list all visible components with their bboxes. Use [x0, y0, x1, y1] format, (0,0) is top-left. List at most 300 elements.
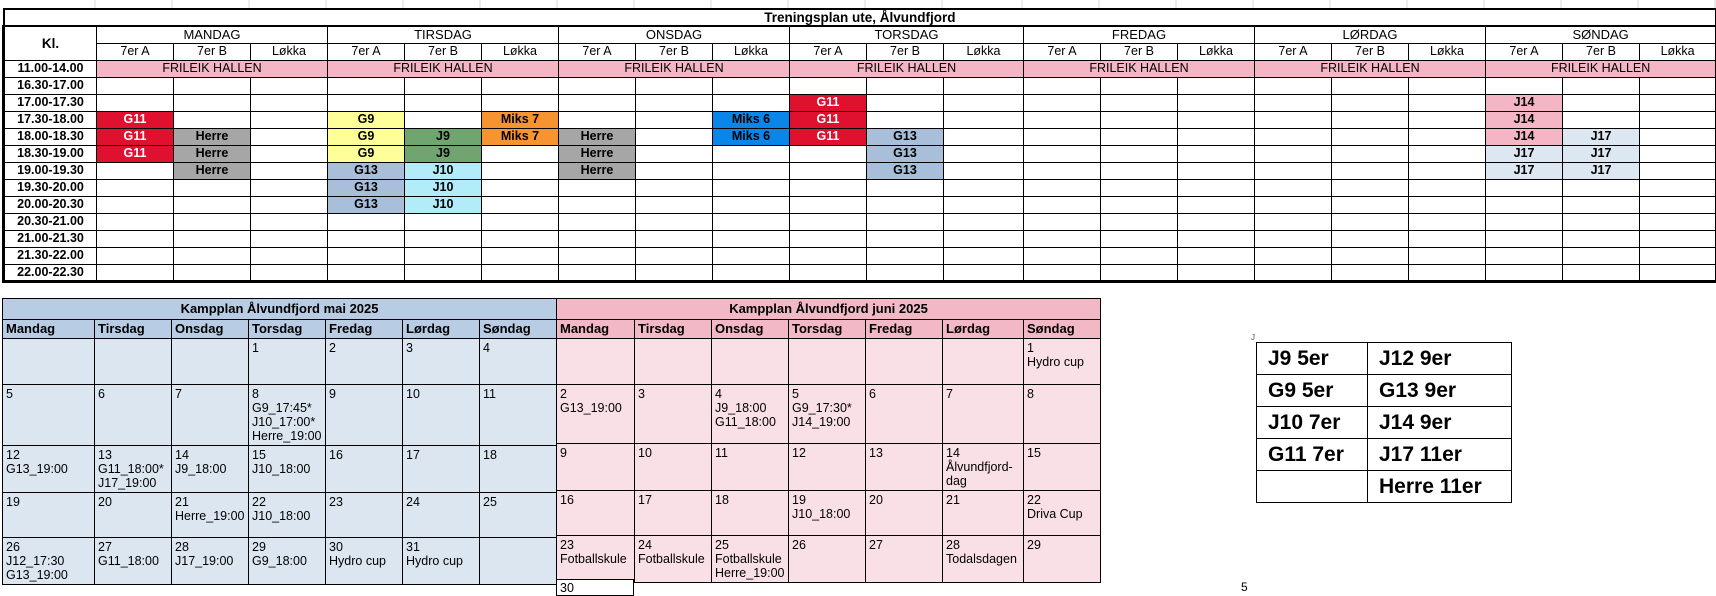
day-number: 10 [406, 387, 476, 401]
empty-slot [251, 162, 328, 179]
match-events: Fotballskule [638, 552, 708, 566]
empty-slot [1101, 213, 1178, 230]
training-slot: Herre [174, 128, 251, 145]
empty-slot [1409, 111, 1486, 128]
empty-slot [97, 196, 174, 213]
calendar-day-cell [326, 493, 403, 538]
calendar-day-cell [557, 444, 635, 491]
empty-slot [1178, 230, 1255, 247]
day-number: 8 [252, 387, 322, 401]
day-number: 3 [638, 387, 708, 401]
weekday-header: Tirsdag [635, 320, 712, 339]
training-slot: J14 [1486, 94, 1563, 111]
calendar-day-cell [480, 538, 557, 585]
empty-slot [1024, 94, 1101, 111]
match-events: J9_18:00 [175, 462, 245, 476]
empty-slot [1024, 264, 1101, 281]
empty-slot [1409, 94, 1486, 111]
match-events: G13_19:00 [560, 401, 631, 415]
empty-slot [251, 264, 328, 281]
match-events: Hydro cup [1027, 355, 1097, 369]
calendar-day-cell [943, 536, 1024, 583]
day-number: 11 [715, 446, 785, 460]
training-plan-table [2, 8, 1716, 283]
empty-slot [405, 77, 482, 94]
empty-slot [1024, 230, 1101, 247]
calendar-day-cell [789, 536, 866, 583]
day-number: 24 [406, 495, 476, 509]
calendar-day-cell [95, 446, 172, 493]
empty-slot [1255, 94, 1332, 111]
time-label: 18.00-18.30 [4, 128, 97, 145]
calendar-day-cell [635, 339, 712, 385]
empty-slot [251, 128, 328, 145]
empty-slot [867, 213, 944, 230]
time-label: 11.00-14.00 [4, 60, 97, 77]
calendar-day-cell [403, 339, 480, 385]
calendar-day-cell [1024, 536, 1101, 583]
time-label: 20.00-20.30 [4, 196, 97, 213]
time-label: 20.30-21.00 [4, 213, 97, 230]
week-row [557, 385, 1101, 444]
empty-slot [1178, 196, 1255, 213]
training-slot: G9 [328, 128, 405, 145]
empty-slot [636, 179, 713, 196]
week-row [3, 538, 557, 585]
day-number: 26 [792, 538, 862, 552]
empty-slot [1255, 213, 1332, 230]
subcolumn-header: 7er A [328, 43, 405, 60]
empty-slot [1255, 179, 1332, 196]
training-slot: Miks 6 [713, 128, 790, 145]
empty-slot [482, 213, 559, 230]
day-number: 11 [483, 387, 553, 401]
empty-slot [482, 145, 559, 162]
frileik-slot: FRILEIK HALLEN [559, 60, 790, 77]
empty-slot [1024, 179, 1101, 196]
empty-slot [328, 213, 405, 230]
empty-slot [1640, 247, 1716, 264]
subcolumn-header: Løkka [1178, 43, 1255, 60]
empty-slot [1486, 230, 1563, 247]
day-number: 4 [715, 387, 785, 401]
calendar-day-cell [326, 339, 403, 385]
team-format: J12 9er [1368, 343, 1512, 375]
calendar-day-cell [249, 385, 326, 446]
match-events: G9_17:30* J14_19:00 [792, 401, 862, 429]
subcolumn-header: 7er B [867, 43, 944, 60]
empty-slot [1640, 111, 1716, 128]
subcolumn-header: 7er B [1332, 43, 1409, 60]
empty-slot [328, 77, 405, 94]
calendar-day-cell [789, 385, 866, 444]
time-row [4, 264, 1716, 281]
training-slot: G11 [790, 94, 867, 111]
empty-slot [944, 230, 1024, 247]
empty-slot [1640, 94, 1716, 111]
subcolumn-header: Løkka [251, 43, 328, 60]
empty-slot [944, 247, 1024, 264]
empty-slot [97, 77, 174, 94]
empty-slot [1255, 162, 1332, 179]
empty-slot [97, 264, 174, 281]
calendar-day-cell [326, 385, 403, 446]
empty-slot [1332, 111, 1409, 128]
day-header-onsdag: ONSDAG [559, 26, 790, 43]
empty-slot [944, 77, 1024, 94]
empty-slot [636, 230, 713, 247]
frileik-slot: FRILEIK HALLEN [1255, 60, 1486, 77]
time-row [4, 94, 1716, 111]
time-row [4, 230, 1716, 247]
time-row [4, 145, 1716, 162]
day-number: 27 [98, 540, 168, 554]
match-events: G11_18:00 [98, 554, 168, 568]
calendar-day-cell [712, 491, 789, 536]
empty-slot [251, 145, 328, 162]
empty-slot [1178, 179, 1255, 196]
calendar-day-cell [3, 446, 95, 493]
match-calendar-may [2, 298, 557, 585]
calendar-day-cell [1024, 444, 1101, 491]
day-number: 29 [1027, 538, 1097, 552]
time-row [4, 179, 1716, 196]
week-row [3, 339, 557, 385]
calendar-day-cell [866, 444, 943, 491]
weekday-header: Mandag [3, 320, 95, 339]
calendar-day-cell [635, 536, 712, 583]
empty-slot [251, 111, 328, 128]
time-row [4, 111, 1716, 128]
empty-slot [713, 94, 790, 111]
day-number: 15 [252, 448, 322, 462]
week-row [557, 339, 1101, 385]
training-slot: G13 [328, 162, 405, 179]
empty-slot [1332, 94, 1409, 111]
empty-slot [1409, 179, 1486, 196]
calendar-day-cell [480, 339, 557, 385]
weekday-header: Søndag [480, 320, 557, 339]
day-number: 23 [329, 495, 399, 509]
empty-slot [944, 128, 1024, 145]
subcolumn-header: Løkka [944, 43, 1024, 60]
training-slot: Miks 7 [482, 111, 559, 128]
empty-slot [405, 264, 482, 281]
day-number: 5 [792, 387, 862, 401]
empty-slot [1563, 94, 1640, 111]
day-number: 13 [869, 446, 939, 460]
empty-slot [1563, 179, 1640, 196]
empty-slot [251, 94, 328, 111]
empty-slot [944, 162, 1024, 179]
match-events: Todalsdagen [946, 552, 1020, 566]
day-number: 10 [638, 446, 708, 460]
weekday-header-row [557, 320, 1101, 339]
empty-slot [405, 247, 482, 264]
empty-slot [636, 77, 713, 94]
empty-slot [1178, 94, 1255, 111]
empty-slot [713, 230, 790, 247]
empty-slot [790, 162, 867, 179]
empty-slot [251, 196, 328, 213]
day-number: 21 [946, 493, 1020, 507]
calendar-day-cell [866, 536, 943, 583]
weekday-header: Onsdag [712, 320, 789, 339]
training-slot: G13 [328, 196, 405, 213]
empty-slot [482, 247, 559, 264]
empty-slot [559, 111, 636, 128]
frileik-slot: FRILEIK HALLEN [97, 60, 328, 77]
team-format-legend [1256, 342, 1512, 503]
sheet-gridlines [0, 0, 1716, 8]
match-events: G9_18:00 [252, 554, 322, 568]
training-slot: J17 [1563, 162, 1640, 179]
empty-slot [867, 264, 944, 281]
training-slot: Herre [559, 162, 636, 179]
frileik-slot: FRILEIK HALLEN [1486, 60, 1716, 77]
empty-slot [1101, 264, 1178, 281]
day-header-lørdag: LØRDAG [1255, 26, 1486, 43]
training-slot: G13 [867, 128, 944, 145]
empty-slot [1024, 128, 1101, 145]
empty-slot [944, 196, 1024, 213]
empty-slot [1332, 213, 1409, 230]
frileik-slot: FRILEIK HALLEN [328, 60, 559, 77]
empty-slot [1409, 213, 1486, 230]
empty-slot [713, 264, 790, 281]
empty-slot [1024, 196, 1101, 213]
day-number: 6 [98, 387, 168, 401]
empty-slot [405, 111, 482, 128]
empty-slot [1101, 128, 1178, 145]
empty-slot [559, 77, 636, 94]
time-row [4, 196, 1716, 213]
calendar-day-cell [1024, 339, 1101, 385]
week-row [557, 536, 1101, 583]
training-slot: J14 [1486, 128, 1563, 145]
day-number: 18 [483, 448, 553, 462]
empty-slot [1332, 179, 1409, 196]
calendar-day-cell [712, 385, 789, 444]
calendar-day-cell [635, 491, 712, 536]
legend-row [1257, 439, 1512, 471]
calendar-day-cell [557, 491, 635, 536]
empty-slot [1409, 162, 1486, 179]
day-number: 9 [560, 446, 631, 460]
empty-slot [482, 77, 559, 94]
day-number: 22 [252, 495, 322, 509]
empty-slot [1024, 247, 1101, 264]
day-number: 2 [560, 387, 631, 401]
weekday-header: Fredag [866, 320, 943, 339]
time-label: 22.00-22.30 [4, 264, 97, 281]
day-header-tirsdag: TIRSDAG [328, 26, 559, 43]
calendar-day-cell [172, 446, 249, 493]
empty-slot [1640, 264, 1716, 281]
empty-slot [867, 111, 944, 128]
day-number: 20 [869, 493, 939, 507]
day-number: 1 [252, 341, 322, 355]
empty-slot [1563, 111, 1640, 128]
empty-slot [1178, 264, 1255, 281]
weekday-header: Torsdag [789, 320, 866, 339]
day-number: 18 [715, 493, 785, 507]
day-number: 22 [1027, 493, 1097, 507]
empty-slot [251, 213, 328, 230]
empty-slot [1409, 196, 1486, 213]
calendar-day-cell [712, 339, 789, 385]
subcolumn-header: Løkka [1409, 43, 1486, 60]
empty-slot [1255, 128, 1332, 145]
time-row [4, 213, 1716, 230]
day-header-søndag: SØNDAG [1486, 26, 1716, 43]
match-events: G11_18:00* J17_19:00 [98, 462, 168, 490]
empty-slot [790, 179, 867, 196]
empty-slot [1332, 264, 1409, 281]
day-header-torsdag: TORSDAG [790, 26, 1024, 43]
training-slot: G11 [97, 145, 174, 162]
empty-slot [1101, 230, 1178, 247]
empty-slot [482, 179, 559, 196]
calendar-day-cell [172, 339, 249, 385]
calendar-day-cell [172, 538, 249, 585]
empty-slot [559, 247, 636, 264]
time-label: 21.00-21.30 [4, 230, 97, 247]
training-slot: J17 [1563, 145, 1640, 162]
empty-slot [1101, 247, 1178, 264]
empty-slot [636, 111, 713, 128]
match-events: J10_18:00 [792, 507, 862, 521]
empty-slot [405, 230, 482, 247]
day-number: 5 [6, 387, 91, 401]
calendar-day-cell [172, 493, 249, 538]
empty-slot [790, 145, 867, 162]
day-number: 23 [560, 538, 631, 552]
time-label: 17.00-17.30 [4, 94, 97, 111]
calendar-day-cell [866, 385, 943, 444]
week-row [3, 493, 557, 538]
legend-row [1257, 343, 1512, 375]
empty-slot [1486, 213, 1563, 230]
empty-slot [713, 162, 790, 179]
team-format: J10 7er [1257, 407, 1368, 439]
day-header-row [4, 26, 1716, 43]
empty-slot [1178, 213, 1255, 230]
weekday-header: Mandag [557, 320, 635, 339]
empty-slot [1255, 247, 1332, 264]
day-header-fredag: FREDAG [1024, 26, 1255, 43]
empty-slot [1640, 196, 1716, 213]
match-events: J9_18:00 G11_18:00 [715, 401, 785, 429]
training-slot: J10 [405, 179, 482, 196]
team-format: G13 9er [1368, 375, 1512, 407]
empty-slot [1640, 162, 1716, 179]
empty-slot [1332, 247, 1409, 264]
day-number: 12 [6, 448, 91, 462]
empty-slot [251, 179, 328, 196]
empty-slot [1178, 247, 1255, 264]
subcolumn-header: 7er A [1486, 43, 1563, 60]
empty-slot [790, 196, 867, 213]
empty-slot [328, 230, 405, 247]
training-slot: J17 [1486, 145, 1563, 162]
empty-slot [1640, 213, 1716, 230]
subcolumn-header: 7er A [559, 43, 636, 60]
empty-slot [97, 94, 174, 111]
calendar-day-cell [249, 493, 326, 538]
page-number: 5 [1241, 580, 1248, 594]
calendar-day-cell [326, 538, 403, 585]
day-number: 7 [175, 387, 245, 401]
empty-slot [1101, 111, 1178, 128]
kl-header: Kl. [4, 26, 97, 60]
empty-slot [174, 179, 251, 196]
weekday-header: Fredag [326, 320, 403, 339]
team-format: J9 5er [1257, 343, 1368, 375]
day-number: 21 [175, 495, 245, 509]
empty-slot [790, 230, 867, 247]
empty-slot [1332, 230, 1409, 247]
title-row [4, 9, 1716, 26]
day-header-mandag: MANDAG [97, 26, 328, 43]
empty-slot [1178, 162, 1255, 179]
empty-slot [1255, 77, 1332, 94]
calendar-day-cell [249, 446, 326, 493]
subcolumn-header: Løkka [713, 43, 790, 60]
training-slot: Miks 6 [713, 111, 790, 128]
weekday-header: Onsdag [172, 320, 249, 339]
training-slot: G11 [790, 128, 867, 145]
empty-slot [1409, 264, 1486, 281]
training-slot: J9 [405, 128, 482, 145]
empty-slot [713, 145, 790, 162]
subcolumn-header: 7er B [636, 43, 713, 60]
empty-slot [559, 94, 636, 111]
calendar-day-cell [866, 491, 943, 536]
day-number: 28 [946, 538, 1020, 552]
empty-slot [1101, 145, 1178, 162]
day-number: 25 [483, 495, 553, 509]
time-label: 19.00-19.30 [4, 162, 97, 179]
empty-slot [174, 230, 251, 247]
time-row [4, 128, 1716, 145]
empty-slot [1409, 145, 1486, 162]
empty-slot [713, 247, 790, 264]
calendar-day-cell [943, 385, 1024, 444]
empty-slot [636, 145, 713, 162]
calendar-day-cell [95, 385, 172, 446]
calendar-day-cell [403, 538, 480, 585]
empty-slot [1640, 128, 1716, 145]
empty-slot [713, 179, 790, 196]
empty-slot [1409, 230, 1486, 247]
empty-slot [1409, 247, 1486, 264]
empty-slot [482, 94, 559, 111]
weekday-header: Torsdag [249, 320, 326, 339]
empty-slot [1640, 77, 1716, 94]
calendar-title-row [3, 299, 557, 320]
day-number: 19 [6, 495, 91, 509]
empty-slot [1101, 162, 1178, 179]
empty-slot [251, 77, 328, 94]
empty-slot [713, 77, 790, 94]
training-slot: Herre [559, 145, 636, 162]
cell-mark: J [1251, 333, 1255, 342]
empty-slot [559, 196, 636, 213]
time-row [4, 162, 1716, 179]
calendar-day-cell [95, 538, 172, 585]
day-number: 30 [329, 540, 399, 554]
